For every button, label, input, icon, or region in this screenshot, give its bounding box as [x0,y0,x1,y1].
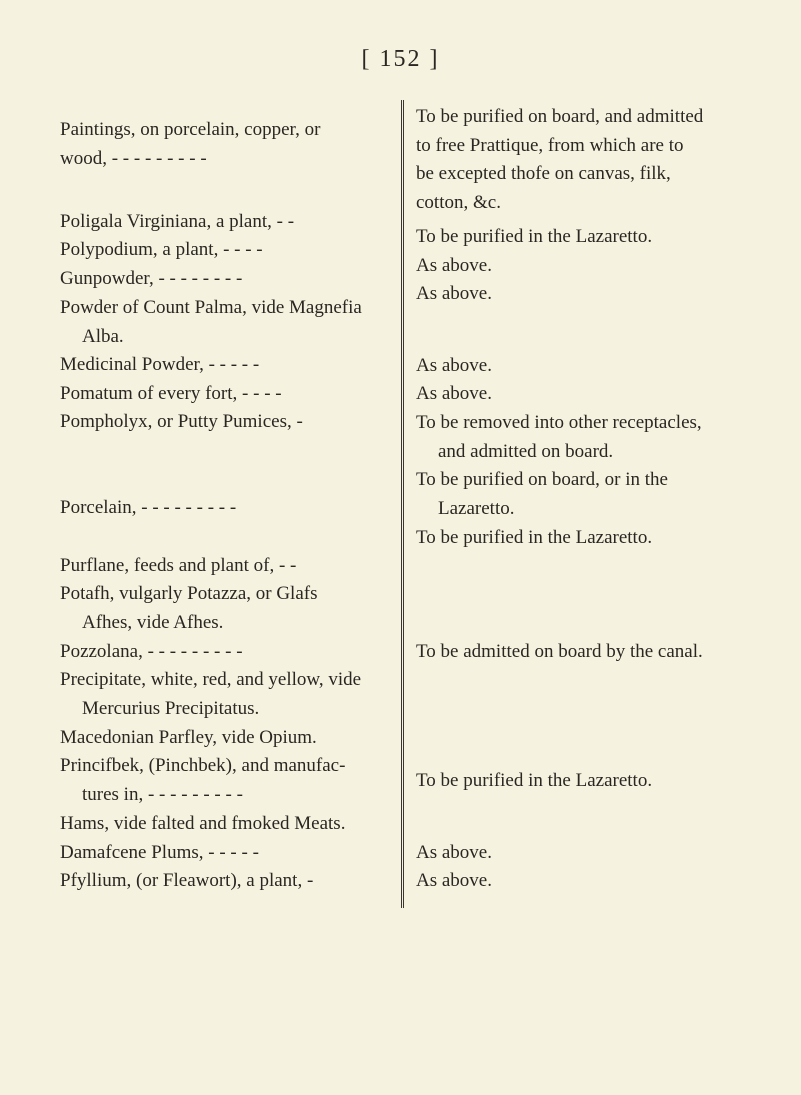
note-line: To be removed into other receptacles, [416,412,702,433]
note-line: As above. [416,870,492,891]
note-line: To be purified on board, and admitted [416,106,704,127]
note-line: cotton, &c. [416,191,501,213]
note-line: be excepted thofe on canvas, filk, [416,163,671,185]
note-line: To be purified in the Lazaretto. [416,770,653,791]
entry-line: Afhes, vide Afhes. [82,611,224,633]
note-purflane [416,524,756,553]
entry-poligala [60,208,400,237]
note-polypodium [416,252,756,281]
note-poligala [416,223,756,252]
note-damascene-plums [416,839,756,868]
entry-line: Princifbek, (Pinchbek), and manufac- [60,755,346,776]
note-line: to free Prattique, from which are to [416,134,684,156]
entry-line: Medicinal Powder, - - - - - [60,354,260,375]
note-gunpowder [416,280,756,309]
entry-line: Porcelain, - - - - - - - - - [60,497,237,518]
note-line: To be purified in the Lazaretto. [416,527,653,548]
note-paintings [416,103,756,217]
entry-line: Pompholyx, or Putty Pumices, - [60,411,303,432]
entry-line: Paintings, on porcelain, copper, or [60,119,321,140]
note-line: As above. [416,283,492,304]
note-line: Lazaretto. [438,497,515,519]
note-line: As above. [416,383,492,404]
entry-psyllium [60,867,400,896]
note-pozzolana [416,638,756,667]
entry-line: Powder of Count Palma, vide Magnefia [60,297,362,318]
entry-line: Hams, vide falted and fmoked Meats. [60,813,346,834]
note-line: As above. [416,255,492,276]
note-line: To be purified in the Lazaretto. [416,226,653,247]
entry-line: Pomatum of every fort, - - - - [60,383,282,404]
note-medicinal-powder [416,352,756,381]
note-porcelain [416,466,756,523]
entry-potash [60,580,400,637]
entry-line: Alba. [82,325,124,347]
entry-line: Potafh, vulgarly Potazza, or Glafs [60,583,318,604]
entry-pompholyx [60,408,400,437]
note-line: As above. [416,355,492,376]
entry-line: Poligala Virginiana, a plant, - - [60,211,295,232]
entry-line: wood, - - - - - - - - - [60,147,207,169]
entry-line: Polypodium, a plant, - - - - [60,239,263,260]
note-pompholyx [416,409,756,466]
entry-gunpowder [60,265,400,294]
entry-line: Precipitate, white, red, and yellow, vide [60,669,362,690]
entry-pozzolana [60,638,400,667]
entry-macedonian-parsley [60,724,400,753]
note-psyllium [416,867,756,896]
entry-hams [60,810,400,839]
entry-polypodium [60,236,400,265]
entry-purflane [60,552,400,581]
note-line: As above. [416,842,492,863]
entry-paintings [60,116,400,173]
entry-line: tures in, - - - - - - - - - [82,783,243,805]
entry-porcelain [60,494,400,523]
entry-line: Purflane, feeds and plant of, - - [60,555,297,576]
entry-precipitate [60,666,400,723]
entry-line: Mercurius Precipitatus. [82,697,260,719]
entry-pomatum [60,380,400,409]
entry-line: Pozzolana, - - - - - - - - - [60,641,243,662]
note-pomatum [416,380,756,409]
note-line: and admitted on board. [438,440,614,462]
entry-line: Pfyllium, (or Fleawort), a plant, - [60,870,314,891]
entry-powder-palma [60,294,400,351]
page-number: [ 152 ] [361,46,440,72]
note-princisbek [416,767,756,796]
entry-line: Damafcene Plums, - - - - - [60,842,259,863]
note-line: To be purified on board, or in the [416,469,668,490]
note-line: To be admitted on board by the canal. [416,641,703,662]
entry-line: Gunpowder, - - - - - - - - [60,268,243,289]
entry-damascene-plums [60,839,400,868]
column-divider [401,100,404,908]
entry-medicinal-powder [60,351,400,380]
entry-princisbek [60,752,400,809]
entry-line: Macedonian Parfley, vide Opium. [60,727,317,748]
